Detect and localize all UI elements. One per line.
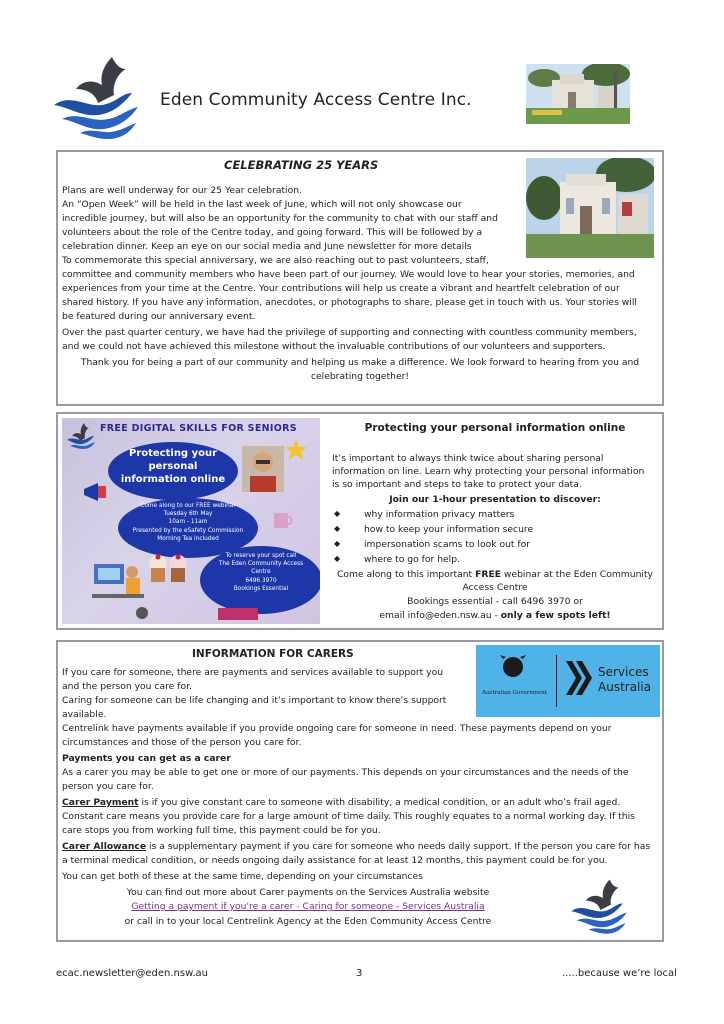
celebrating-line: incredible journey, but will also be an opportunity for the community to chat with our staff and (62, 213, 498, 224)
celebrating-thanks: Thank you for being a part of our community and helping us make a difference. We look forward to hearing from you and (80, 357, 640, 368)
protecting-access-centre: Access Centre (462, 582, 528, 593)
carers-intro-line: Caring for someone can be life changing and it’s important to know there’s support (62, 695, 447, 706)
celebrating-line: Plans are well underway for our 25 Year celebration. (62, 185, 302, 196)
flyer-detail-line: Tuesday 6th May (163, 511, 213, 518)
sponsor-logo (218, 608, 258, 620)
diamond-bullet-icon: ◆ (334, 554, 341, 563)
flyer-title-line: personal (148, 461, 198, 472)
come-along-text: Come along to this important (337, 569, 473, 580)
flyer-banner: FREE DIGITAL SKILLS FOR SENIORS (100, 423, 297, 434)
services-brand: Services (598, 665, 649, 679)
carer-payment-line (62, 796, 620, 809)
carers-intro-line: available. (62, 709, 107, 720)
celebrating-line: committee and community members who have been part of our journey. We would love to hear your stories, memories, and (62, 269, 635, 280)
flyer-reserve (208, 552, 314, 593)
star-icon (284, 438, 308, 462)
flyer-detail-line: Presented by the eSafety Commission (132, 527, 244, 534)
centre-photo (526, 158, 654, 258)
gov-text: Australian Government (482, 690, 548, 696)
flyer-title-line: Protecting your (128, 448, 218, 459)
celebrating-heading: CELEBRATING 25 YEARS (224, 158, 379, 172)
carers-both-line: You can get both of these at the same time, depending on your circumstances (62, 871, 423, 882)
celebrating-line: Over the past quarter century, we have had the privilege of supporting and connecting with countless community members, (62, 327, 637, 338)
come-along-text: webinar at the Eden Community (503, 569, 653, 580)
cupcakes-icon (146, 552, 190, 588)
payments-line: As a carer you may be able to get one or more of our payments. This depends on your circumstances and the needs of the (62, 767, 629, 778)
flyer-reserve-line: 6496 3970 (245, 577, 277, 584)
flyer-details (128, 502, 248, 543)
logo-divider (556, 655, 557, 707)
celebrating-section (56, 150, 664, 406)
protecting-join: Join our 1-hour presentation to discover: (389, 494, 601, 505)
protecting-intro-line: information on line. Learn why protecting your personal information (332, 466, 645, 477)
services-australia-link[interactable]: Getting a payment if you're a carer - Caring for someone - Services Australia (131, 901, 485, 912)
celebrating-line: An “Open Week” will be held in the last week of June, which will not only showcase our (62, 199, 462, 210)
carer-payment-term: Carer Payment (62, 797, 139, 808)
diamond-bullet-icon: ◆ (334, 509, 341, 518)
celebrating-line: shared history. If you have any information, anecdotes, or photographs to share, please get in touch with us. Your stories will (62, 297, 637, 308)
carers-intro-line: If you care for someone, there are payments and services available to support you (62, 667, 444, 678)
gov-crest-icon (498, 653, 528, 681)
carers-intro-line: Centrelink have payments available if you provide ongoing care for someone in need. These payments depend on your (62, 723, 612, 734)
flyer-reserve-line: The Eden Community Access (218, 561, 304, 568)
protecting-bullet: how to keep your information secure (364, 524, 534, 535)
flyer-reserve-line: To reserve your spot call (225, 553, 297, 559)
carers-call-in: or call in to your local Centrelink Agency at the Eden Community Access Centre (124, 916, 492, 927)
carer-allowance-line (62, 840, 650, 853)
footer-tagline: .....because we’re local (562, 968, 677, 979)
protecting-heading: Protecting your personal information online (364, 422, 626, 434)
celebrating-line: To commemorate this special anniversary, we are also reaching out to past volunteers, staff, (62, 255, 489, 266)
flyer-detail-line: Come along to our FREE webinar (140, 503, 236, 509)
carers-intro-line: and the person you care for. (62, 681, 192, 692)
celebrating-line: celebration dinner. Keep an eye on our social media and June newsletter for more details (62, 241, 472, 252)
diamond-bullet-icon: ◆ (334, 524, 341, 533)
flyer-detail-line: Morning Tea included (157, 535, 219, 542)
flyer-reserve-line: Centre (251, 569, 271, 576)
services-australia-logo (476, 645, 660, 717)
protecting-email (328, 609, 662, 622)
spots-left-text: only a few spots left! (500, 610, 611, 621)
celebrating-thanks: celebrating together! (310, 371, 410, 382)
protecting-bullet: where to go for help. (364, 554, 460, 565)
carer-allowance-term: Carer Allowance (62, 841, 147, 852)
ecac-logo-small (66, 422, 98, 450)
protecting-intro-line: It’s important to always think twice about sharing personal (332, 453, 604, 464)
carer-payment-text: is if you give constant care to someone with disability, a medical condition, or an adult who’s frail aged. (138, 797, 621, 808)
carer-allowance-line: a terminal medical condition, or needs ongoing daily assistance for at least 12 months, this payment could be for you. (62, 855, 608, 866)
flyer-reserve-line: Bookings Essential (233, 585, 289, 592)
megaphone-icon (82, 480, 112, 504)
org-title: Eden Community Access Centre Inc. (160, 90, 472, 110)
building-photo (526, 64, 630, 124)
free-text: FREE (475, 569, 501, 580)
carer-allowance-text: is a supplementary payment if you care for someone who needs daily support. If the person you care for has (146, 841, 651, 852)
carer-payment-line: Constant care means you provide care for a large amount of time daily. This roughly equates to a normal working day. If this (62, 811, 635, 822)
ecac-logo (52, 55, 152, 139)
protecting-bullet: impersonation scams to look out for (364, 539, 531, 550)
protecting-section (56, 412, 664, 630)
footer-email: ecac.newsletter@eden.nsw.au (56, 968, 208, 979)
flyer-detail-line: 10am - 11am (168, 519, 208, 526)
flyer-title-line: information online (120, 474, 226, 485)
mug-icon (272, 510, 294, 530)
payments-heading: Payments you can get as a carer (62, 753, 231, 764)
diamond-bullet-icon: ◆ (334, 539, 341, 548)
gov-crest-icon (134, 606, 150, 620)
celebrating-line: be featured during our anniversary event. (62, 311, 256, 322)
chevrons-icon (564, 659, 592, 697)
celebrating-line: volunteers about the role of the Centre today, and going forward. This will be followed by a (62, 227, 483, 238)
carers-find-out: You can find out more about Carer payments on the Services Australia website (126, 887, 490, 898)
protecting-intro-line: is so important and steps to take to protect your data. (332, 479, 582, 490)
protecting-come-along (328, 568, 662, 581)
page-number: 3 (356, 968, 363, 979)
email-text: email info@eden.nsw.au - (379, 610, 498, 621)
services-brand: Australia (598, 680, 652, 694)
computer-user-illustration (90, 558, 146, 604)
celebrating-line: and we could not have achieved this milestone without the invaluable contributions of our volunteers and supporters. (62, 341, 606, 352)
carers-heading: INFORMATION FOR CARERS (192, 648, 354, 660)
carer-payment-line: care stops you from working full time, this payment could be for you. (62, 825, 381, 836)
webinar-flyer (62, 418, 320, 624)
ecac-logo-small (570, 876, 636, 936)
presenter-photo (242, 446, 284, 492)
payments-line: person you care for. (62, 781, 154, 792)
carers-section (56, 640, 664, 942)
carers-intro-line: circumstances and those of the person you care for. (62, 737, 302, 748)
protecting-bookings: Bookings essential - call 6496 3970 or (407, 596, 583, 607)
protecting-bullet: why information privacy matters (364, 509, 515, 520)
celebrating-line: experiences from your time at the Centre. Your contributions will help us create a vibrant and heartfelt celebration of our (62, 283, 620, 294)
